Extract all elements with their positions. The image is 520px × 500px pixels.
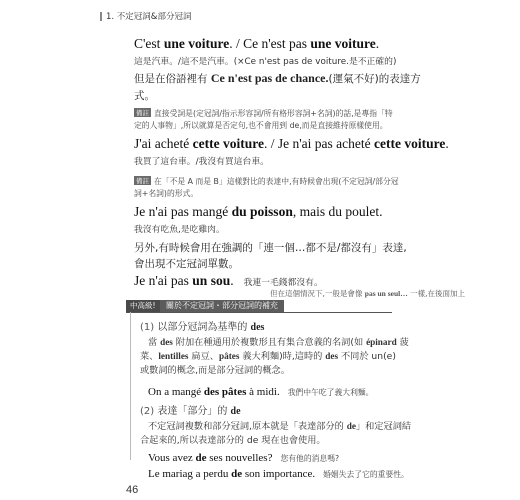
- supplement-title: 關於不定冠詞・部分冠詞的補充: [160, 300, 284, 312]
- paragraph-1-line-1: 但是在俗語裡有 Ce n'est pas de chance.(運氣不好)的表達方: [134, 71, 421, 85]
- subsection-2-example-2: Le mariag a perdu de son importance. 婚姻失去了它的重要性。: [148, 468, 409, 480]
- header-marker: [100, 12, 102, 21]
- supplement-side-rule: [130, 312, 131, 460]
- subsection-1-example: On a mangé des pâtes à midi. 我們中午吃了義大利麵。: [148, 386, 374, 398]
- subsection-1-line-2: 菜、lentilles 扁豆、pâtes 義大利麵)時,這時的 des 不同於 un(e): [140, 351, 396, 362]
- subsection-1-heading: (1) 以部分冠詞為基準的 des: [140, 322, 265, 333]
- note-2-line-1: 備註 在「不是 A 而是 B」這樣對比的表達中,有時候會出現(不定冠詞/部分冠: [136, 177, 399, 186]
- note-tag: 備註: [136, 177, 149, 185]
- example-translation-2: 我買了這台車。/我沒有買這台車。: [134, 157, 269, 167]
- supplement-divider: [126, 312, 392, 313]
- example-translation-1: 這是汽車。/這不是汽車。(×Ce n'est pas de voiture.是不正確的): [134, 57, 397, 67]
- paragraph-2-line-1: 另外,有時候會用在強調的「連一個…都不是/都沒有」表達,: [134, 242, 407, 254]
- note-1-line-1: 備註 直接受詞是(定冠詞/指示形容詞/所有格形容詞+名詞)的話,是專指「特: [136, 109, 393, 118]
- paragraph-3-line-1: 但在這個情況下,一般是會像 pas un seul… 一樣,在後面加上: [270, 289, 465, 298]
- subsection-2-example-1: Vous avez de ses nouvelles? 您有他的消息嗎?: [148, 452, 340, 464]
- running-header: 1. 不定冠詞&部分冠詞: [106, 12, 192, 22]
- example-sentence-3: Je n'ai pas mangé du poisson, mais du poulet.: [134, 204, 383, 219]
- example-sentence-1: C'est une voiture. / Ce n'est pas une voiture.: [134, 36, 380, 51]
- subsection-2-heading: (2) 表達「部分」的 de: [140, 406, 241, 417]
- paragraph-2-line-2: 會出現不定冠詞單數。: [134, 258, 239, 270]
- note-tag: 備註: [136, 109, 149, 117]
- note-1-line-2: 定的人事物」,所以就算是否定句,也不會用到 de,而是直接維持原樣使用。: [134, 121, 388, 130]
- example-sentence-4: Je n'ai pas un sou. 我連一毛錢都沒有。: [134, 273, 323, 288]
- subsection-1-line-3: 或數詞的概念,而是部分冠詞的概念。: [140, 365, 290, 376]
- note-2-line-2: 詞+名詞)的形式。: [134, 189, 199, 198]
- level-tab: 中高級!: [126, 300, 160, 312]
- subsection-1-line-1: 當 des 附加在種通用於複數形且有集合意義的名詞(如 épinard 菠: [148, 337, 409, 348]
- example-translation-3: 我沒有吃魚,是吃雞肉。: [134, 225, 225, 235]
- subsection-2-line-1: 不定冠詞複數和部分冠詞,原本就是「表達部分的 de」和定冠詞結: [148, 421, 412, 432]
- page-number: 46: [126, 484, 139, 496]
- example-sentence-2: J'ai acheté cette voiture. / Je n'ai pas acheté cette voiture.: [134, 136, 449, 151]
- subsection-2-line-2: 合起來的,所以表達部分的 de 現在也會使用。: [140, 435, 326, 446]
- paragraph-1-line-2: 式。: [134, 90, 155, 102]
